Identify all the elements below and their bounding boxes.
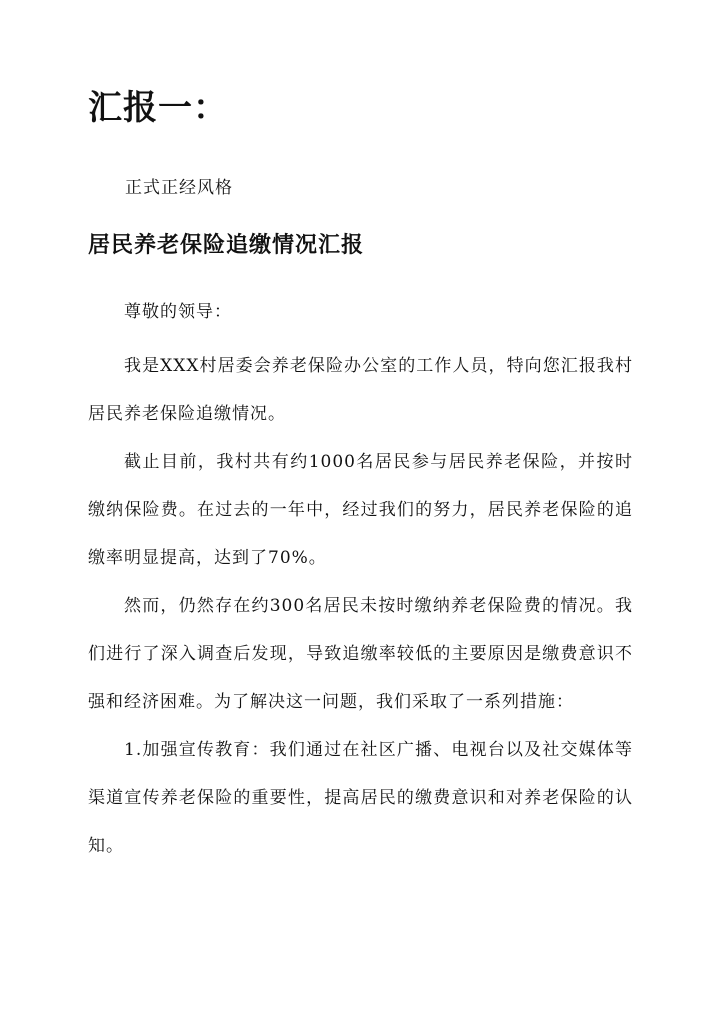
main-heading: 汇报一： [88,88,228,128]
paragraph-measure-1: 1.加强宣传教育：我们通过在社区广播、电视台以及社交媒体等渠道宣传养老保险的重要性，提高居民的缴费意识和对养老保险的认知。 [88,740,633,856]
report-title: 居民养老保险追缴情况汇报 [88,232,365,258]
paragraph-problem: 然而，仍然存在约300名居民未按时缴纳养老保险费的情况。我们进行了深入调查后发现，导致追缴率较低的主要原因是缴费意识不强和经济困难。为了解决这一问题，我们采取了一系列措施： [88,596,633,712]
greeting-line: 尊敬的领导： [124,302,232,322]
paragraph-participation: 截止目前，我村共有约1000名居民参与居民养老保险，并按时缴纳保险费。在过去的一年中，经过我们的努力，居民养老保险的追缴率明显提高，达到了70%。 [88,452,633,568]
paragraph-introduction: 我是XXX村居委会养老保险办公室的工作人员，特向您汇报我村居民养老保险追缴情况。 [88,356,633,424]
style-label: 正式正经风格 [125,178,233,198]
